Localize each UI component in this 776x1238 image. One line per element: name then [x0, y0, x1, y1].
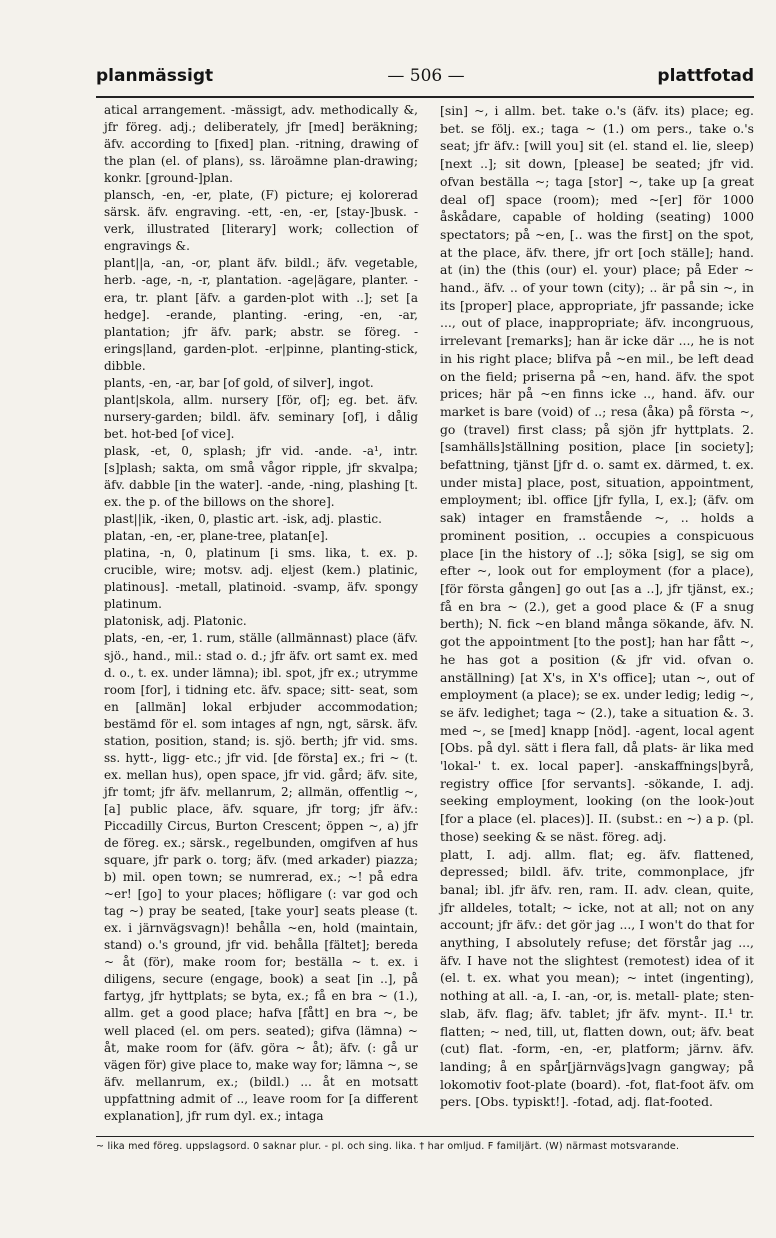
dictionary-entry: plats, -en, -er, 1. rum, ställe (allmännast) place (äfv. sjö., hand., mil.: stad o. d.; jfr äfv. ort samt ex. med d. o., t. ex. under lämna); ibl. spot, jfr ex.; utrymme room [for], i tidning etc. äfv. space; sitt- seat, som en [allmän] lokal erbjuder accommodation; bestämd för el. som intages af ngn, ngt, särsk. äfv. station, position, stand; is. sjö. berth; jfr vid. sms. ss. hytt-, ligg- etc.; jfr vid. [de första] ex.; fri ~ (t. ex. mellan hus), open space, jfr vid. gård; äfv. site, jfr tomt; jfr äfv. mellanrum, 2; allmän, offentlig ~, [a] public place, äfv. square, jfr torg; jfr äfv.: Piccadilly Circus, Burton Crescent; öppen ~, a) jfr de föreg. ex.; särsk., regelbunden, omgifven af hus square, jfr park o. torg; äfv. (med arkader) piazza; b) mil. open town; se numrerad, ex.; ~! på edra ~er! [go] to your places; höfligare (: var god och tag ~) pray be seated, [take your] seats please (t. ex. i järnvägsvagn)! behålla ~en, hold (maintain, stand) o.'s ground, jfr vid. behålla [fältet]; bereda ~ åt (för), make room for; beställa ~ t. ex. i diligens, secure (engage, book) a seat [in ..], på fartyg, jfr hyttplats; se byta, ex.; få en bra ~ (1.), allm. get a good place; hafva [fått] en bra ~, be well placed (el. om pers. seated); gifva (lämna) ~ åt, make room for (äfv. göra ~ åt); äfv. (: gå ur vägen för) give place to, make way for; lämna ~, se äfv. mellanrum, ex.; (bildl.) ... åt en motsatt uppfattning admit of .., leave room for [a different explanation], jfr rum dyl. ex.; intaga: [104, 631, 418, 1123]
footer-rule: [96, 1136, 754, 1137]
abbreviation-key: ~ lika med föreg. uppslagsord. 0 saknar plur. - pl. och sing. lika. † har omljud. F familjärt. (W) närmast motsvarande.: [96, 1141, 680, 1152]
right-column: [440, 102, 754, 1111]
page-header: [96, 66, 754, 94]
dictionary-entry: platt, I. adj. allm. flat; eg. äfv. flattened, depressed; bildl. äfv. trite, commonplace, jfr banal; ibl. jfr äfv. ren, ram. II. adv. clean, quite, jfr alldeles, totalt; ~ icke, not at all; not on any account; jfr äfv.: det gör jag ..., I won't do that for anything, I absolutely refuse; det förstår jag ..., äfv. I have not the slightest (remotest) idea of it (el. t. ex. what you mean); ~ intet (ingenting), nothing at all. -a, I. -an, -or, is. metall- plate; sten- slab, äfv. flag; äfv. tablet; jfr äfv. mynt-. II.¹ tr. flatten; ~ ned, till, ut, flatten down, out; äfv. beat (cut) flat. -form, -en, -er, platform; järnv. äfv. landing; å en spår[järnvägs]vagn gangway; på lokomotiv foot-plate (board). -fot, flat-foot äfv. om pers. [Obs. typiskt!]. -fotad, adj. flat-footed.: [440, 846, 754, 1110]
right-guide-word: plattfotad: [657, 66, 754, 86]
dictionary-entry: plant||a, -an, -or, plant äfv. bildl.; äfv. vegetable, herb. -age, -n, -r, plantation. -age|ägare, planter. -era, tr. plant [äfv. a garden-plot with ..]; set [a hedge]. -erande, planting. -ering, -en, -ar, plantation; jfr äfv. park; abstr. se föreg. -erings|land, garden-plot. -er|pinne, planting-stick, dibble.: [104, 256, 418, 373]
dictionary-entry: plask, -et, 0, splash; jfr vid. -ande. -a¹, intr. [s]plash; sakta, om små vågor ripple, jfr skvalpa; äfv. dabble [in the water]. -ande, -ning, plashing [t. ex. the p. of the billows on the shore].: [104, 443, 418, 510]
dictionary-entry: plast||ik, -iken, 0, plastic art. -isk, adj. plastic.: [104, 512, 382, 527]
dictionary-entry: plansch, -en, -er, plate, (F) picture; ej kolorerad särsk. äfv. engraving. -ett, -en, -er, [stay-]busk. -verk, illustrated [literary] work; collection of engravings &.: [104, 188, 418, 254]
dictionary-entry: atical arrangement. -mässigt, adv. methodically &, jfr föreg. adj.; deliberately, jfr [med] beräkning; äfv. according to [fixed] plan. -ritning, drawing of the plan (el. of plans), ss. läroämne plan-drawing; konkr. [ground-]plan.: [104, 103, 418, 186]
page-number: — 506 —: [387, 66, 465, 86]
dictionary-entry: [sin] ~, i allm. bet. take o.'s (äfv. its) place; eg. bet. se följ. ex.; taga ~ (1.) om pers., take o.'s seat; jfr äfv.: [will you] sit (el. stand el. lie, sleep) [next ..]; sit down, [please] be seated; jfr vid. ofvan beställa ~; taga [stor] ~, take up [a great deal of] space (room); med ~[er] för 1000 åskådare, capable of holding (seating) 1000 spectators; på ~en, [.. was the first] on the spot, at the place, äfv. there, jfr ort [och ställe]; hand. at (in) the (this (our) el. your) place; på Eder ~ hand., äfv. .. of your town (city); .. är på sin ~, in its [proper] place, appropriate, jfr passande; icke ..., out of place, inappropriate; äfv. incongruous, irrelevant [remarks]; han är icke där ..., he is not in his right place; blifva på ~en mil., be left dead on the field; priserna på ~en, hand. äfv. the spot prices; här på ~en finns icke .., hand. äfv. our market is bare (void) of ..; resa (åka) på första ~, go (travel) first class; på sjön jfr hyttplats. 2. [samhälls]ställning position, place [in society]; befattning, tjänst [jfr d. o. samt ex. därmed, t. ex. under mista] place, post, situation, appointment, employment; ibl. office [jfr fylla, I, ex.]; (äfv. om sak) intager en framstående ~, .. holds a prominent position, .. occupies a conspicuous place [in the history of ..]; söka [sig], se sig om efter ~, look out for employment (for a place), [för första gången] go out [as a ..], jfr tjänst, ex.; få en bra ~ (2.), get a good place & (F a snug berth); N. fick ~en bland många sökande, äfv. N. got the appointment [to the post]; han har fått ~, he has got a position (& jfr vid. ofvan o. anställning) [at X's, in X's office]; utan ~, out of employment (a place); se ex. under ledig; ledig ~, se äfv. ledighet; taga ~ (2.), take a situation &. 3. med ~, se [med] knapp [nöd]. -agent, local agent [Obs. på dyl. sätt i flera fall, då plats- är lika med 'lokal-' t. ex. local paper]. -anskaffnings|byrå, registry office [for servants]. -sökande, I. adj. seeking employment, looking (on the look-)out [for a place (el. places)]. II. (subst.: en ~) a p. (pl. those) seeking & se näst. föreg. adj.: [440, 103, 754, 844]
dictionary-entry: plants, -en, -ar, bar [of gold, of silver], ingot.: [104, 375, 374, 390]
left-guide-word: planmässigt: [96, 66, 214, 86]
dictionary-entry: plant|skola, allm. nursery [för, of]; eg. bet. äfv. nursery-garden; bildl. äfv. seminary [of], i dålig bet. hot-bed [of vice].: [104, 392, 418, 441]
dictionary-entry: platonisk, adj. Platonic.: [104, 614, 247, 629]
dictionary-entry: platan, -en, -er, plane-tree, platan[e].: [104, 529, 329, 544]
dictionary-entry: platina, -n, 0, platinum [i sms. lika, t. ex. p. crucible, wire; motsv. adj. eljest (kem.) platinic, platinous]. -metall, platinoid. -svamp, äfv. spongy platinum.: [104, 546, 418, 612]
left-column: [104, 102, 418, 1125]
header-rule: [96, 96, 754, 98]
